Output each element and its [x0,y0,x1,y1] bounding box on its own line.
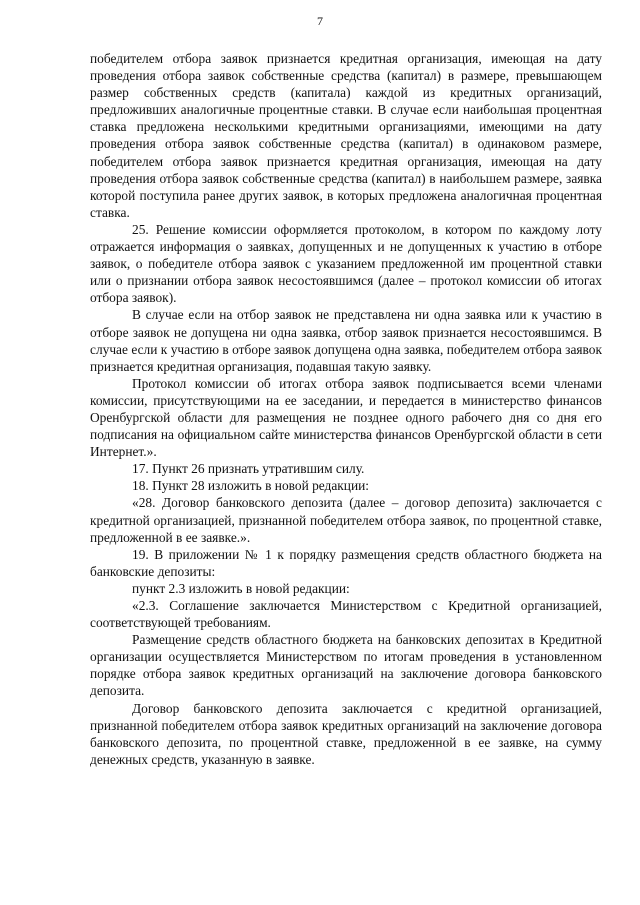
paragraph-item-17: 17. Пункт 26 признать утратившим силу. [132,461,365,477]
paragraph-item-25: 25. Решение комиссии оформляется протоколом, в котором по каждому лоту отражается информация о заявках, допущенных и не допущенных к участию в отборе заявок, о победителе отбора заявок с указанием предложенной им процентной ставки или о признании отбора заявок несостоявшимся (далее – протокол комиссии об итогах отбора заявок). [90,221,602,306]
paragraph-no-applications: В случае если на отбор заявок не представлена ни одна заявка или к участию в отборе заявок не допущена ни одна заявка, отбор заявок признается несостоявшимся. В случае если к участию в отборе заявок допущена одна заявка, победителем отбора заявок признается кредитная организация, подавшая такую заявку. [90,307,602,374]
paragraph-deposit-placement: Размещение средств областного бюджета на банковских депозитах в Кредитной организации осуществляется Министерством по итогам проведения в установленном порядке отбора заявок кредитных организаций на заключение договора банковского депозита. [90,632,602,699]
document-body [90,50,602,768]
paragraph-protocol-signing: Протокол комиссии об итогах отбора заявок подписывается всеми членами комиссии, присутствующими на ее заседании, и передается в министерство финансов Оренбургской области для размещения не позднее одного рабочего дня со дня его подписания на официальном сайте министерства финансов Оренбургской области в сети Интернет.». [90,375,602,460]
page-number: 7 [317,14,323,28]
paragraph-clause-2-3: «2.3. Соглашение заключается Министерством с Кредитной организацией, соответствующей требованиям. [90,598,602,631]
paragraph-item-19: 19. В приложении № 1 к порядку размещения средств областного бюджета на банковские депозиты: [90,546,602,579]
paragraph-deposit-contract: Договор банковского депозита заключается с кредитной организацией, признанной победителем отбора заявок кредитных организаций на заключение договора банковского депозита, по процентной ставке, предложенной в ее заявке, на сумму денежных средств, указанную в заявке. [90,700,602,767]
paragraph-continuation: победителем отбора заявок признается кредитная организация, имеющая на дату проведения отбора заявок собственные средства (капитал) в размере, превышающем размер собственных средств (капитала) каждой из кредитных организаций, предложивших аналогичные процентные ставки. В случае если наибольшая процентная ставка предложена несколькими кредитными организациями, имеющими на дату проведения отбора заявок собственные средства (капитал) в одинаковом размере, победителем отбора заявок признается кредитная организация, имеющая на дату проведения отбора заявок собственные средства (капитал) в наибольшем размере, заявка которой поступила ранее других заявок, в которых предложена аналогичная процентная ставка. [90,51,602,220]
paragraph-item-18: 18. Пункт 28 изложить в новой редакции: [132,478,370,494]
paragraph-item-28-text: «28. Договор банковского депозита (далее – договор депозита) заключается с кредитной организацией, признанной победителем отбора заявок, по процентной ставке, предложенной в ее заявке.». [90,495,602,545]
paragraph-clause-2-3-intro: пункт 2.3 изложить в новой редакции: [132,580,350,596]
